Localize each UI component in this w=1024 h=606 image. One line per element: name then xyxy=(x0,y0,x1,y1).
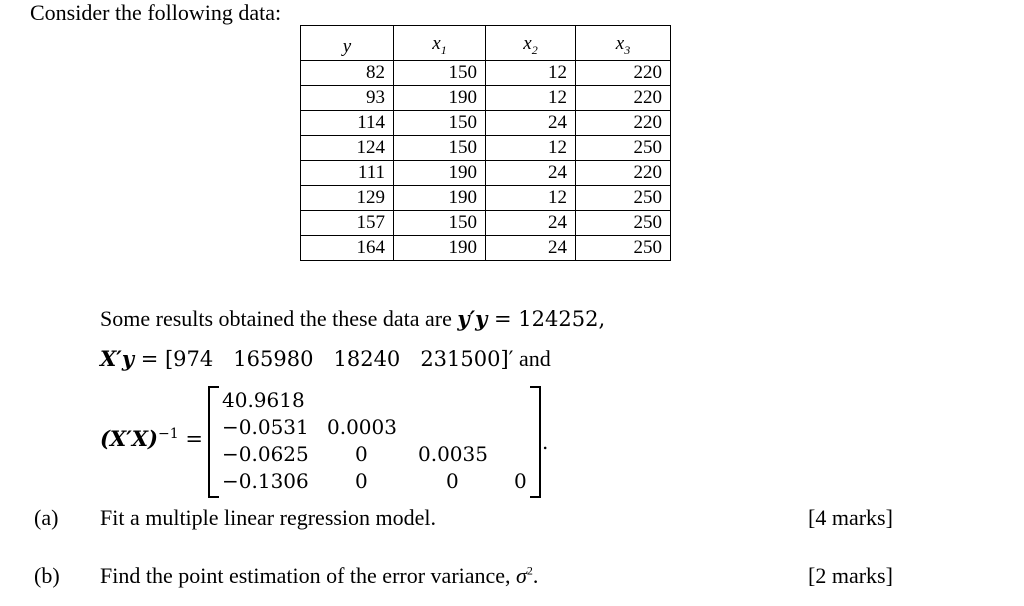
header-x2: $x_2$ xyxy=(486,26,576,61)
matrix-r1c1: 0.0003 xyxy=(327,415,397,439)
inverse-symbol: (X′X) xyxy=(100,426,158,451)
cell: 12 xyxy=(486,136,576,161)
cell: 220 xyxy=(576,61,671,86)
cell: 24 xyxy=(486,111,576,136)
cell: 220 xyxy=(576,111,671,136)
cell: 150 xyxy=(394,211,486,236)
cell: 220 xyxy=(576,86,671,111)
question-b-label: (b) xyxy=(34,563,60,588)
cell: 250 xyxy=(576,211,671,236)
cell: 24 xyxy=(486,161,576,186)
data-table xyxy=(300,25,671,261)
question-b-body: Find the point estimation of the error variance, xyxy=(100,563,517,588)
cell: 150 xyxy=(394,111,486,136)
matrix-period: . xyxy=(542,430,549,454)
cell: 150 xyxy=(394,136,486,161)
results-line-2 xyxy=(100,346,551,372)
inverse-exponent: −1 xyxy=(158,426,179,442)
xy-value: = [974 165980 18240 231500]′ xyxy=(134,347,514,371)
and-text: and xyxy=(513,346,551,371)
table-row xyxy=(301,236,671,261)
yy-value: = 124252, xyxy=(487,307,606,331)
cell: 12 xyxy=(486,86,576,111)
question-b-end: . xyxy=(532,563,539,588)
matrix-r1c0: −0.0531 xyxy=(222,415,309,439)
table-row xyxy=(301,61,671,86)
inverse-label xyxy=(100,426,203,451)
header-x3: $x_3$ xyxy=(576,26,671,61)
cell: 82 xyxy=(301,61,394,86)
matrix-r0c0: 40.9618 xyxy=(222,388,305,412)
yy-label: y′y xyxy=(457,306,488,331)
table-row xyxy=(301,111,671,136)
table-row xyxy=(301,186,671,211)
cell: 250 xyxy=(576,186,671,211)
sigma-exponent: 2 xyxy=(526,563,533,578)
table-row xyxy=(301,211,671,236)
question-b-marks: [2 marks] xyxy=(808,563,893,588)
cell: 250 xyxy=(576,236,671,261)
cell: 164 xyxy=(301,236,394,261)
header-x1: $x_1$ xyxy=(394,26,486,61)
table-row xyxy=(301,161,671,186)
matrix-right-bracket xyxy=(530,386,541,498)
matrix-r2c1: 0 xyxy=(355,442,368,466)
matrix-r3c2: 0 xyxy=(446,469,459,493)
intro-text: Consider the following data: xyxy=(30,0,282,25)
question-b-text xyxy=(100,563,538,589)
xy-label: X′y xyxy=(100,346,135,371)
table-header-row xyxy=(301,26,671,61)
cell: 12 xyxy=(486,186,576,211)
matrix-left-bracket xyxy=(208,386,219,498)
cell: 157 xyxy=(301,211,394,236)
cell: 24 xyxy=(486,211,576,236)
matrix-r2c0: −0.0625 xyxy=(222,442,309,466)
matrix-r3c0: −0.1306 xyxy=(222,469,309,493)
cell: 111 xyxy=(301,161,394,186)
cell: 150 xyxy=(394,61,486,86)
table-row xyxy=(301,86,671,111)
cell: 190 xyxy=(394,161,486,186)
cell: 129 xyxy=(301,186,394,211)
table-row xyxy=(301,136,671,161)
cell: 124 xyxy=(301,136,394,161)
cell: 190 xyxy=(394,236,486,261)
cell: 190 xyxy=(394,186,486,211)
matrix-r2c2: 0.0035 xyxy=(418,442,488,466)
cell: 190 xyxy=(394,86,486,111)
cell: 93 xyxy=(301,86,394,111)
matrix-r3c3: 0 xyxy=(514,469,527,493)
equals-sign: = xyxy=(185,427,203,451)
cell: 24 xyxy=(486,236,576,261)
header-y: y xyxy=(301,26,394,61)
question-a-label: (a) xyxy=(34,505,59,530)
results-intro: Some results obtained the these data are xyxy=(100,306,458,331)
cell: 12 xyxy=(486,61,576,86)
question-a-marks: [4 marks] xyxy=(808,505,893,530)
sigma-symbol: σ xyxy=(516,563,527,588)
results-line-1 xyxy=(100,306,605,332)
cell: 220 xyxy=(576,161,671,186)
matrix-r3c1: 0 xyxy=(355,469,368,493)
question-a-text: Fit a multiple linear regression model. xyxy=(100,505,437,530)
cell: 250 xyxy=(576,136,671,161)
cell: 114 xyxy=(301,111,394,136)
